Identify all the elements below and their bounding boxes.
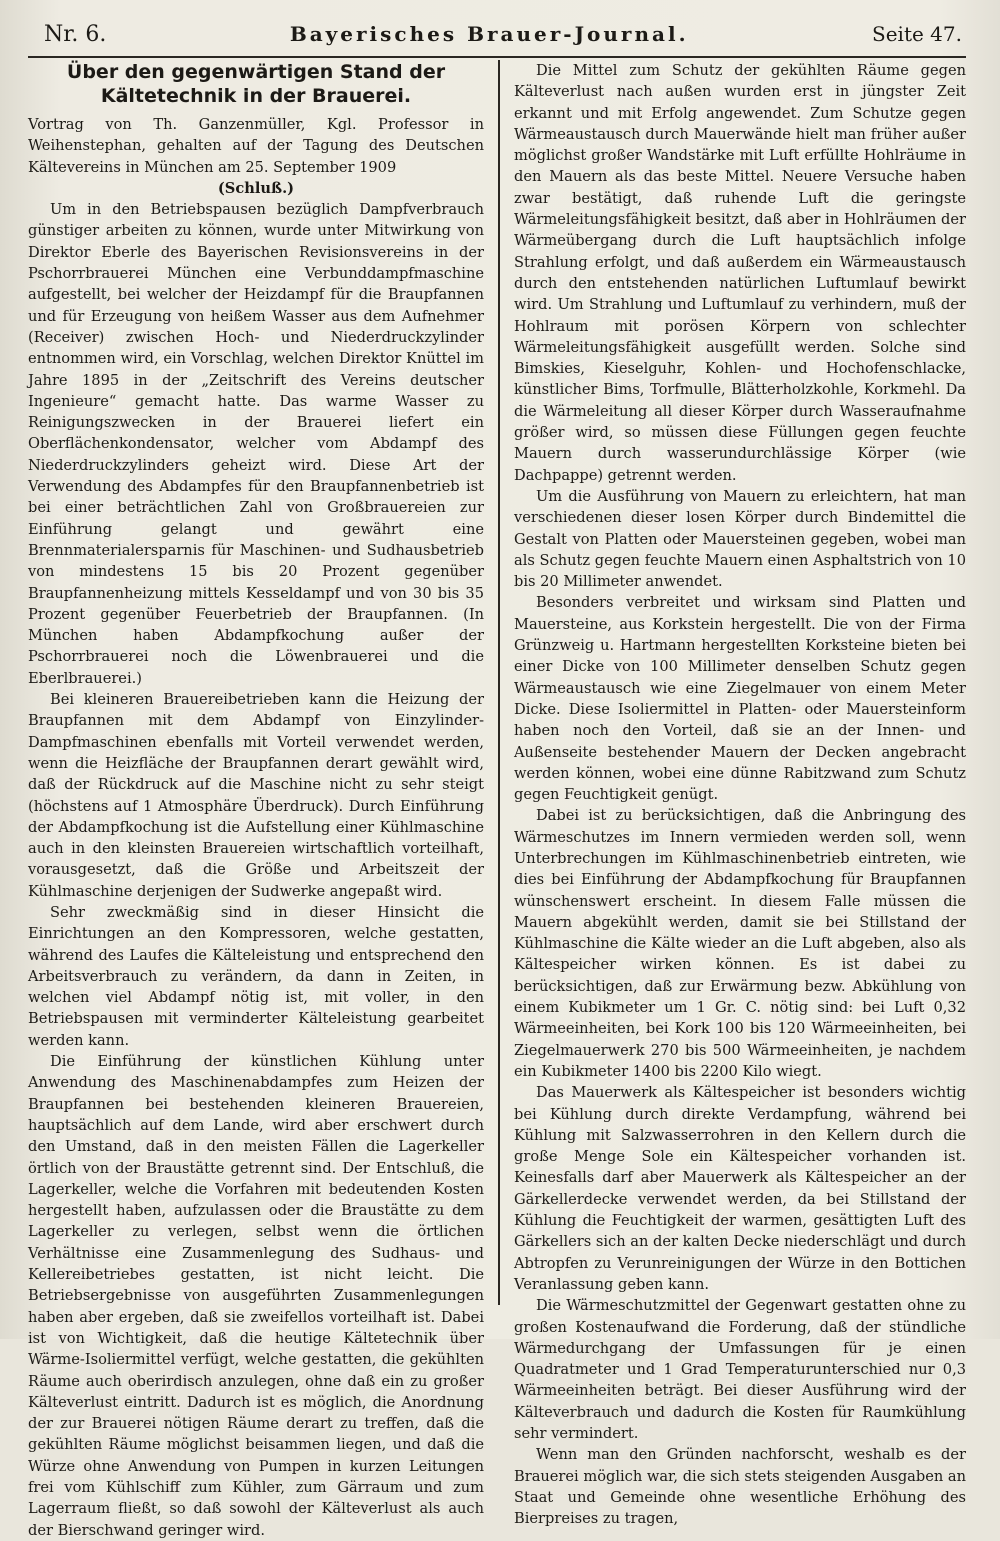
left-column	[28, 60, 498, 1539]
paragraph: Die Wärmeschutzmittel der Gegenwart gestatten ohne zu großen Kostenaufwand die Forderung, daß der stündliche Wärmedurchgang der Umfassungen für je einen Quadratmeter und 1 Grad Temperaturunterschied nur 0,3 Wärmeeinheiten beträgt. Bei dieser Ausführung wird der Kälteverbrauch und dadurch die Kosten für Raumkühlung sehr vermindert.	[514, 1297, 966, 1442]
journal-title: Bayerisches Brauer-Journal.	[289, 22, 689, 46]
page-number: Seite 47.	[872, 22, 962, 46]
article-title: Über den gegenwärtigen Stand der Kältetechnik in der Brauerei.	[66, 61, 446, 107]
conclusion-marker: (Schluß.)	[217, 179, 295, 197]
paragraph: Dabei ist zu berücksichtigen, daß die Anbringung des Wärmeschutzes im Innern vermieden werden soll, wenn Unterbrechungen im Kühlmaschinenbetrieb eintreten, wie dies bei Einführung der Abdampfkochung für Braupfannen wünschenswert erscheint. In diesem Falle müssen die Mauern abgekühlt werden, damit sie bei Stillstand der Kühlmaschine die Kälte wieder an die Luft abgeben, also als Kältespeicher wirken können. Es ist dabei zu berücksichtigen, daß zur Erwärmung bezw. Abkühlung von einem Kubikmeter um 1 Gr. C. nötig sind: bei Luft 0,32 Wärmeeinheiten, bei Kork 100 bis 120 Wärmeeinheiten, bei Ziegelmauerwerk 270 bis 500 Wärmeeinheiten, je nachdem ein Kubikmeter 1400 bis 2200 Kilo wiegt.	[514, 807, 966, 1080]
issue-number: Nr. 6.	[44, 22, 107, 47]
paragraph: Das Mauerwerk als Kältespeicher ist besonders wichtig bei Kühlung durch direkte Verdampfung, während bei Kühlung mit Salzwasserrohren in den Kellern durch die große Menge Sole ein Kältespeicher vorhanden ist. Keinesfalls darf aber Mauerwerk als Kältespeicher an der Gärkellerdecke verwendet werden, da bei Stillstand der Kühlung die Feuchtigkeit der warmen, gesättigten Luft des Gärkellers sich an der kalten Decke niederschlägt und durch Abtropfen zu Verunreinigungen der Würze in den Bottichen Veranlassung geben kann.	[514, 1084, 966, 1293]
paragraph: Um die Ausführung von Mauern zu erleichtern, hat man verschiedenen dieser losen Körper durch Bindemittel die Gestalt von Platten oder Mauersteinen gegeben, wobei man als Schutz gegen feuchte Mauern einen Asphaltstrich von 10 bis 20 Millimeter anwendet.	[514, 487, 966, 591]
article-columns	[28, 60, 966, 1539]
paragraph: Besonders verbreitet und wirksam sind Platten und Mauersteine, aus Korkstein hergestellt. Die von der Firma Grünzweig u. Hartmann hergestellten Korksteine bieten bei einer Dicke von 100 Millimeter denselben Schutz gegen Wärmeaustausch wie eine Ziegelmauer von einem Meter Dicke. Diese Isoliermittel in Platten- oder Mauersteinform haben noch den Vorteil, daß sie an der Innen- und Außenseite bestehender Mauern der Decken angebracht werden können, wobei eine dünne Rabitzwand zum Schutz gegen Feuchtigkeit genügt.	[514, 594, 966, 804]
paragraph: Bei kleineren Brauereibetrieben kann die Heizung der Braupfannen mit dem Abdampf von Einzylinder-Dampfmaschinen ebenfalls mit Vorteil verwendet werden, wenn die Heizfläche der Braupfannen derart gewählt wird, daß der Rückdruck auf die Maschine nicht zu sehr steigt (höchstens auf 1 Atmosphäre Überdruck). Durch Einführung der Abdampfkochung ist die Aufstellung einer Kühlmaschine auch in den kleinsten Brauereien wirtschaftlich vorteilhaft, vorausgesetzt, daß die Größe und Arbeitszeit der Kühlmaschine derjenigen der Sudwerke angepaßt wird.	[28, 691, 484, 900]
paragraph: Sehr zweckmäßig sind in dieser Hinsicht die Einrichtungen an den Kompressoren, welche gestatten, während des Laufes die Kälteleistung und entsprechend den Arbeitsverbrauch zu verändern, da dann in Zeiten, in welchen viel Abdampf nötig ist, mit voller, in den Betriebspausen mit verminderter Kälteleistung gearbeitet werden kann.	[28, 903, 484, 1049]
article-byline: Vortrag von Th. Ganzenmüller, Kgl. Professor in Weihenstephan, gehalten auf der Tagung des Deutschen Kältevereins in München am 25. September 1909	[28, 116, 484, 176]
paragraph: Wenn man den Gründen nachforscht, weshalb es der Brauerei möglich war, die sich stets steigenden Ausgaben an Staat und Gemeinde ohne wesentliche Erhöhung des Bierpreises zu tragen,	[514, 1446, 966, 1528]
paragraph: Um in den Betriebspausen bezüglich Dampfverbrauch günstiger arbeiten zu können, wurde unter Mitwirkung von Direktor Eberle des Bayerischen Revisionsvereins in der Pschorrbrauerei München eine Verbunddampfmaschine aufgestellt, bei welcher der Heizdampf für die Braupfannen und für Erzeugung von heißem Wasser aus dem Aufnehmer (Receiver) zwischen Hoch- und Niederdruckzylinder entnommen wird, ein Vorschlag, welchen Direktor Knüttel im Jahre 1895 in der „Zeitschrift des Vereins deutscher Ingenieure“ gemacht hatte. Das warme Wasser zu Reinigungszwecken in der Brauerei liefert ein Oberflächenkondensator, welcher vom Abdampf des Niederdruckzylinders geheizt wird. Diese Art der Verwendung des Abdampfes für den Braupfannenbetrieb ist bei einer beträchtlichen Zahl von Großbrauereien zur Einführung gelangt und gewährt eine Brennmaterialersparnis für Maschinen- und Sudhausbetrieb von mindestens 15 bis 20 Prozent gegenüber Braupfannenheizung mittels Kesseldampf und von 30 bis 35 Prozent gegenüber Feuerbetrieb der Braupfannen. (In München haben Abdampfkochung außer der Pschorrbrauerei noch die Löwenbrauerei und die Eberlbrauerei.)	[28, 201, 484, 687]
page-header	[28, 22, 966, 58]
paragraph: Die Einführung der künstlichen Kühlung unter Anwendung des Maschinenabdampfes zum Heizen der Braupfannen bei bestehenden kleineren Brauereien, hauptsächlich auf dem Lande, wird aber erschwert durch den Umstand, daß in den meisten Fällen die Lagerkeller örtlich von der Braustätte getrennt sind. Der Entschluß, die Lagerkeller, welche die Vorfahren mit bedeutenden Kosten hergestellt haben, aufzulassen oder die Braustätte zu dem Lagerkeller zu verlegen, selbst wenn die örtlichen Verhältnisse eine Zusammenlegung des Sudhaus- und Kellereibetriebes gestatten, ist nicht leicht. Die Betriebsergebnisse von ausgeführten Zusammenlegungen haben aber ergeben, daß sie zweifellos vorteilhaft ist. Dabei ist von Wichtigkeit, daß die heutige Kältetechnik über Wärme-Isoliermittel verfügt, welche gestatten, die gekühlten Räume auch oberirdisch anzulegen, ohne daß ein zu großer Kälteverlust eintritt. Dadurch ist es möglich, die Anordnung der zur Brauerei nötigen Räume derart zu treffen, daß die gekühlten Räume möglichst beisammen liegen, und daß die Würze ohne Anwendung von Pumpen in kurzen Leitungen frei vom Kühlschiff zum Kühler, zum Gärraum und zum Lagerraum fließt, so daß sowohl der Kälteverlust als auch der Bierschwand geringer wird.	[28, 1053, 484, 1539]
right-column	[500, 60, 966, 1528]
paragraph: Die Mittel zum Schutz der gekühlten Räume gegen Kälteverlust nach außen wurden erst in jüngster Zeit erkannt und mit Erfolg angewendet. Zum Schutze gegen Wärmeaustausch durch Mauerwände hielt man früher außer möglichst großer Wandstärke mit Luft erfüllte Hohlräume in den Mauern als das beste Mittel. Neuere Versuche haben zwar bestätigt, daß ruhende Luft die geringste Wärmeleitungsfähigkeit besitzt, daß aber in Hohlräumen der Wärmeübergang durch die Luft hauptsächlich infolge Strahlung erfolgt, und daß außerdem ein Wärmeaustausch durch den entstehenden natürlichen Luftumlauf bewirkt wird. Um Strahlung und Luftumlauf zu verhindern, muß der Hohlraum mit porösen Körpern von schlechter Wärmeleitungsfähigkeit ausgefüllt werden. Solche sind Bimskies, Kieselguhr, Kohlen- und Hochofenschlacke, künstlicher Bims, Torfmulle, Blätterholzkohle, Korkmehl. Da die Wärmeleitung all dieser Körper durch Wasseraufnahme größer wird, so müssen diese Füllungen gegen feuchte Mauern durch wasserundurchlässige Körper (wie Dachpappe) getrennt werden.	[514, 62, 966, 484]
